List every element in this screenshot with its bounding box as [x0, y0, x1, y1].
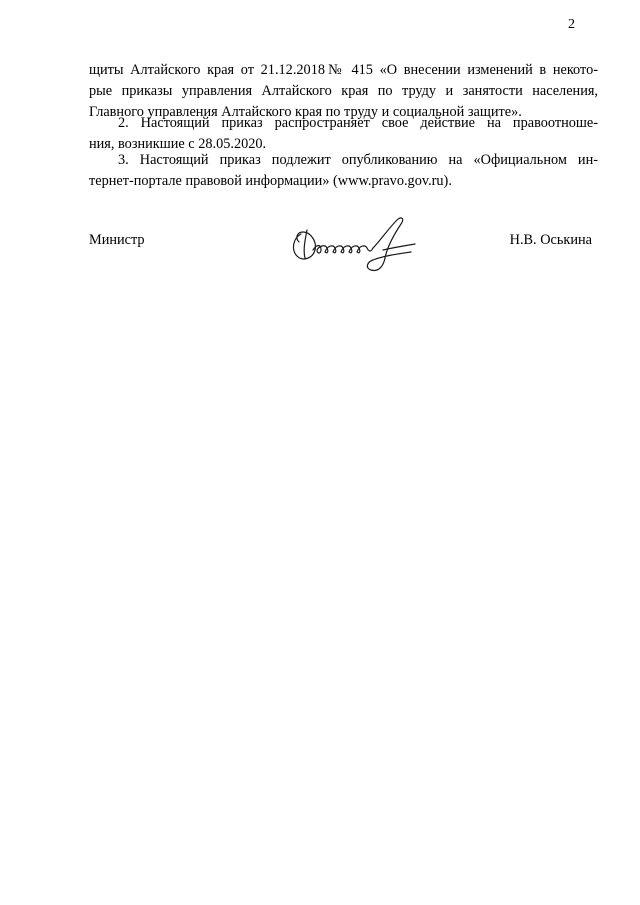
handwritten-signature	[287, 214, 427, 274]
page-number: 2	[568, 17, 575, 32]
paragraph-3-line-1: 3. Настоящий приказ подлежит опубликованию на «Официальном ин-	[118, 152, 598, 168]
paragraph-3	[89, 150, 598, 192]
signer-position: Министр	[89, 232, 145, 248]
signature-block	[89, 228, 598, 278]
paragraph-2-line-1: 2. Настоящий приказ распространяет свое действие на правоотноше-	[118, 115, 598, 131]
paragraph-3-line-2: тернет-портале правовой информации» (www.pravo.gov.ru).	[89, 173, 452, 189]
paragraph-2	[89, 113, 598, 155]
paragraph-1-line-3: Главного управления Алтайского края по труду и социальной защите».	[89, 104, 522, 120]
paragraph-1-line-1: щиты Алтайского края от 21.12.2018№ 415 «О внесении изменений в некото-	[89, 62, 598, 78]
paragraph-1-line-2: рые приказы управления Алтайского края по труду и занятости населения,	[89, 83, 598, 99]
signer-name: Н.В. Оськина	[509, 232, 592, 248]
paragraph-2-line-2: ния, возникшие с 28.05.2020.	[89, 136, 267, 152]
